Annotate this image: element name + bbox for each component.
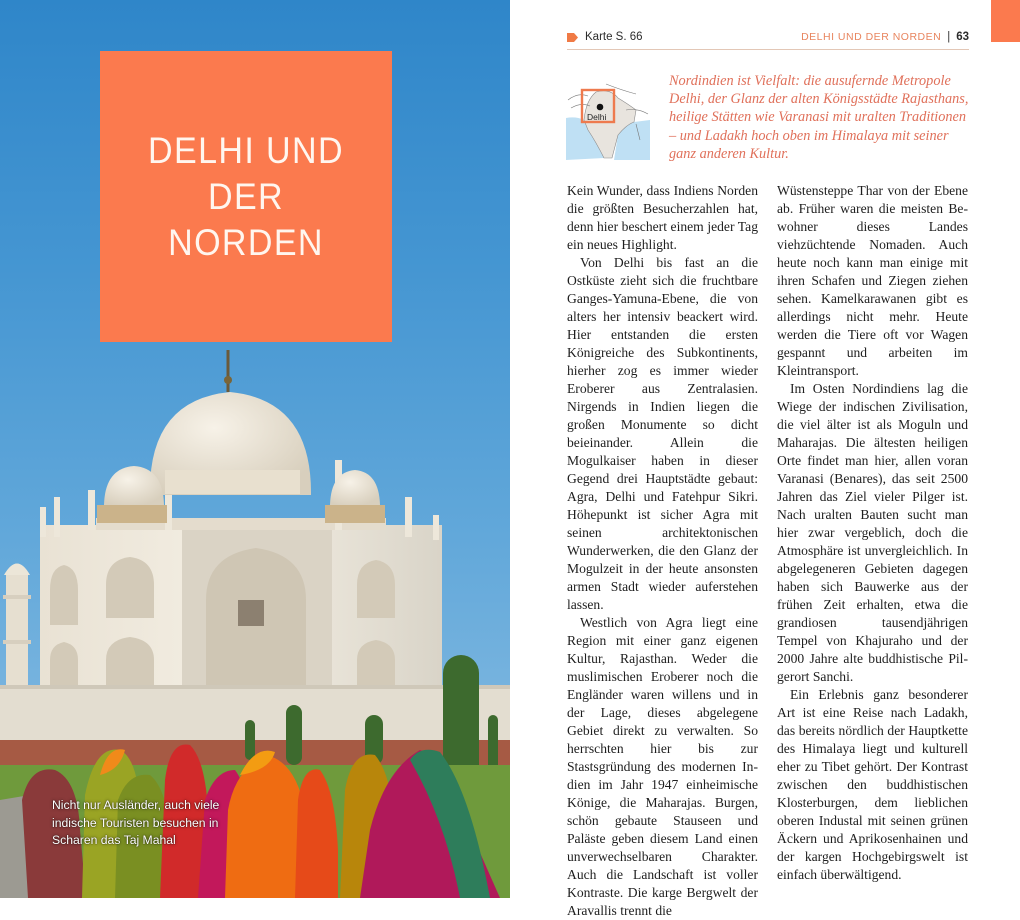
running-head-separator: |	[947, 31, 951, 43]
chapter-reference	[801, 31, 969, 43]
body-column-2	[777, 182, 968, 920]
chapter-title-box	[100, 51, 392, 342]
body-text-columns	[567, 182, 969, 920]
chapter-lead-text: Nordindien ist Vielfalt: die ausufernde Metropole Delhi, der Glanz der alten Königsstädte Rajasthans, heilige Stätten wie Varanasi mit uralten Traditionen – und Ladakh hoch oben im Himalaya mit seiner ganz anderen Kultur.	[669, 73, 969, 162]
locator-map-label: Delhi	[587, 112, 607, 122]
body-paragraph: Wüstensteppe Thar von der Ebene ab. Früher waren die meisten Bewohner dieses Landes viehzüchtende Nomaden. Auch heute noch kann man einige mit ihren Schafen und Ziegen ziehen sehen. Kamelkarawanen gibt es allerdings nicht mehr. Heute werden die Tiere oft vor Wagen gespannt und arbeiten im Kleintransport.	[777, 183, 968, 378]
arrow-right-icon	[567, 33, 578, 42]
body-paragraph: Kein Wunder, dass Indiens Norden die größten Besucherzahlen hat, denn hier beschert einem jeder Tag ein neues Highlight.	[567, 183, 758, 252]
running-head-chapter: DELHI UND DER NORDEN	[801, 31, 942, 43]
body-paragraph: Im Osten Nordindiens lag die Wiege der indischen Zivilisation, die viel älter ist als Moguln und Maharajas. Die ältesten heiligen Orte findet man hier, allen voran Varanasi (Benares), das seit 2500 Jahren das Ziel vieler Pilger ist. Nach uralten Bauten sucht man hier zwar vergeblich, doch die Atmosphäre ist unvergleichlich. In abgelegeneren Gebieten dagegen haben sich Bauwerke aus der frühen Zeit erhalten, etwa die grandiosen tausendjährigen Tempel von Khajuraho und der 2000 Jahre alte buddhistische Pilgerort Sanchi.	[777, 381, 968, 684]
map-reference-label: Karte S. 66	[585, 31, 643, 43]
chapter-title	[112, 128, 381, 266]
page-number: 63	[956, 31, 969, 43]
photo-caption: Nicht nur Ausländer, auch viele indische Touristen besuchen in Scharen das Taj Mahal	[52, 798, 220, 847]
text-page	[510, 0, 1020, 918]
body-paragraph: Von Delhi bis fast an die Ostküste zieht sich die fruchtbare Ganges-Yamuna-Ebene, die von alters her intensiv beackert wird. Hier entstanden die ersten Königreiche des Subkontinents, hierher zog es immer wieder Eroberer aus Zentralasien. Nirgends in Indien liegen die großen Monumente so dicht beieinander. Allein die Mogulkaiser haben in dieser Gegend drei Hauptstädte gebaut: Agra, Delhi und Fatehpur Sikri. Höhepunkt ist sicher Agra mit seinen architektonischen Wunderwerken, die den Glanz der Mogulzeit in der heute ansonsten armen Stadt wieder auferstehen lassen.	[567, 255, 758, 612]
chapter-opener-photo	[0, 0, 510, 898]
body-paragraph: Ein Erlebnis ganz besonderer Art ist eine Reise nach Ladakh, das bereits nördlich der Hauptkette des Himalaya liegt und kulturell eher zu Tibet gehört. Der Kontrast zwischen den buddhistischen Klosterburgen, dem lieblichen oberen Industal mit seinen grünen Äckern und Aprikosenhainen und der kargen Hochgebirgswelt ist einfach überwältigend.	[777, 687, 968, 882]
map-reference[interactable]	[567, 31, 643, 43]
body-paragraph: Westlich von Agra liegt eine Region mit einer ganz eigenen Kultur, Rajasthan. Weder die muslimischen Eroberer noch die Engländer waren willens und in der Lage, dieses abgelegene Gebiet direkt zu verwalten. So herrschten hier bis zur Stastsgründung des modernen Indien im Jahr 1947 einheimische Könige, die Maharajas. Burgen, schön gebaute Stauseen und Paläste geben diesem Land einen unverwechselbaren Charakter. Auch die Landschaft ist voller Kontraste. Die karge Bergwelt der Aravallis trennt die	[567, 615, 758, 918]
india-locator-map-icon	[566, 80, 650, 160]
chapter-title-line-2: NORDEN	[168, 221, 324, 263]
chapter-thumb-tab	[991, 0, 1020, 42]
chapter-title-line-1: DELHI UND DER	[148, 129, 344, 217]
body-column-1	[567, 182, 758, 920]
running-head	[567, 29, 969, 50]
